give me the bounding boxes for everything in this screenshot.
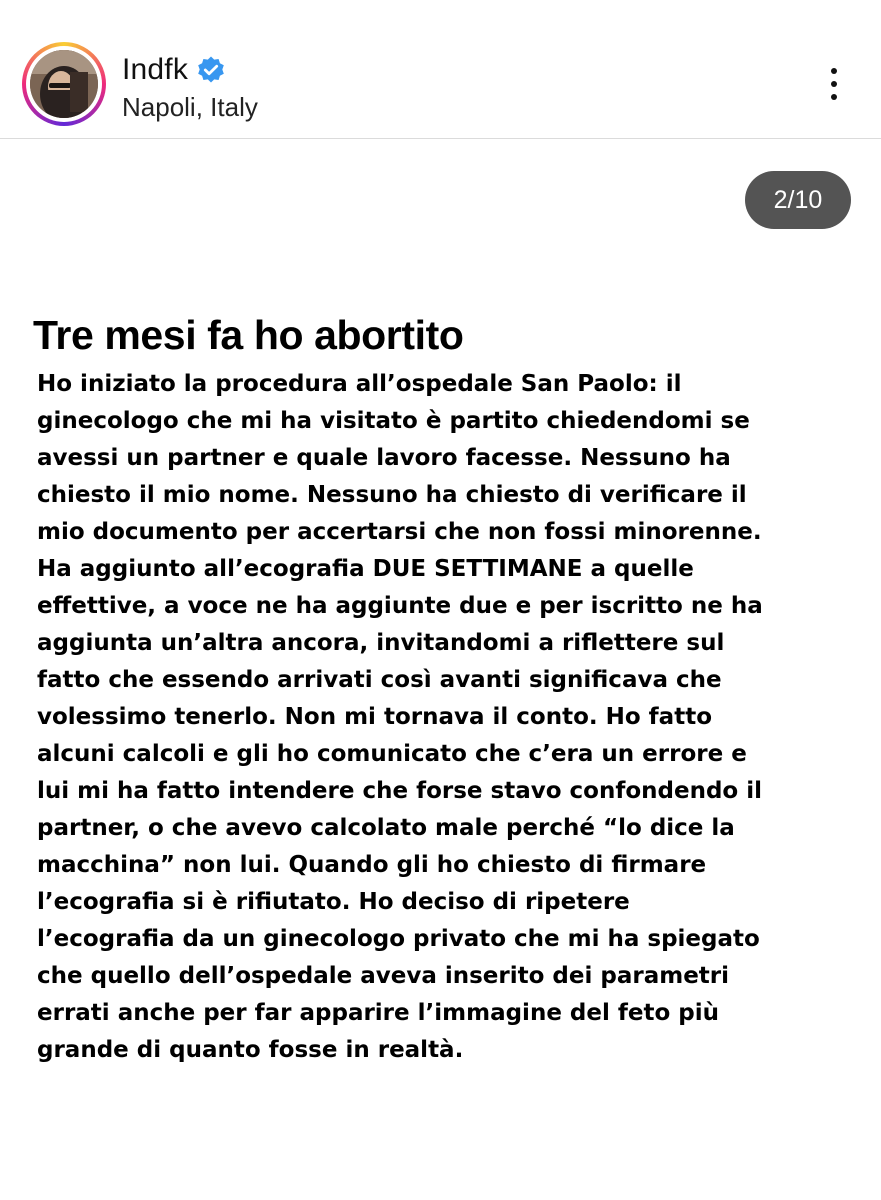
more-vertical-icon-dot: [831, 81, 837, 87]
post-body-line: avessi un partner e quale lavoro facesse. Nessuno ha: [37, 445, 731, 471]
username[interactable]: Indfk: [122, 53, 189, 86]
carousel-counter: 2/10: [745, 171, 851, 229]
post-body-line: errati anche per far apparire l’immagine del feto più: [37, 1000, 720, 1026]
post-body-line: grande di quanto fosse in realtà.: [37, 1037, 464, 1063]
post-header: [0, 0, 881, 138]
post-body-line: Ho iniziato la procedura all’ospedale San Paolo: il: [37, 371, 682, 397]
post-body-line: macchina” non lui. Quando gli ho chiesto di firmare: [37, 852, 707, 878]
post-body-line: fatto che essendo arrivati così avanti significava che: [37, 667, 722, 693]
more-vertical-icon-dot: [831, 94, 837, 100]
post-body-line: aggiunta un’altra ancora, invitandomi a riflettere sul: [37, 630, 725, 656]
avatar-ring-gap: [26, 46, 102, 122]
more-vertical-icon: [831, 68, 837, 74]
verified-badge-icon: [196, 55, 226, 85]
story-ring[interactable]: [22, 42, 106, 126]
username-row: [122, 50, 226, 90]
post-body-line: l’ecografia da un ginecologo privato che mi ha spiegato: [37, 926, 760, 952]
avatar-image: [30, 50, 98, 118]
post-body-line: mio documento per accertarsi che non fossi minorenne.: [37, 519, 762, 545]
post-body-line: che quello dell’ospedale aveva inserito dei parametri: [37, 963, 730, 989]
post-body-line: ginecologo che mi ha visitato è partito chiedendomi se: [37, 408, 750, 434]
post-title: Tre mesi fa ho abortito: [33, 312, 464, 358]
location-label[interactable]: Napoli, Italy: [122, 92, 258, 122]
post-body-line: effettive, a voce ne ha aggiunte due e per iscritto ne ha: [37, 593, 763, 619]
post-body-line: l’ecografia si è rifiutato. Ho deciso di ripetere: [37, 889, 630, 915]
post-body-line: volessimo tenerlo. Non mi tornava il conto. Ho fatto: [37, 704, 712, 730]
post-body-line: alcuni calcoli e gli ho comunicato che c’era un errore e: [37, 741, 747, 767]
post-body: [37, 366, 877, 1069]
post-body-line: chiesto il mio nome. Nessuno ha chiesto di verificare il: [37, 482, 747, 508]
more-options-button[interactable]: [812, 62, 856, 106]
post-body-line: lui mi ha fatto intendere che forse stavo confondendo il: [37, 778, 763, 804]
post-body-line: partner, o che avevo calcolato male perché “lo dice la: [37, 815, 735, 841]
avatar[interactable]: [30, 50, 98, 118]
post-body-line: Ha aggiunto all’ecografia DUE SETTIMANE a quelle: [37, 556, 694, 582]
header-divider: [0, 138, 881, 139]
